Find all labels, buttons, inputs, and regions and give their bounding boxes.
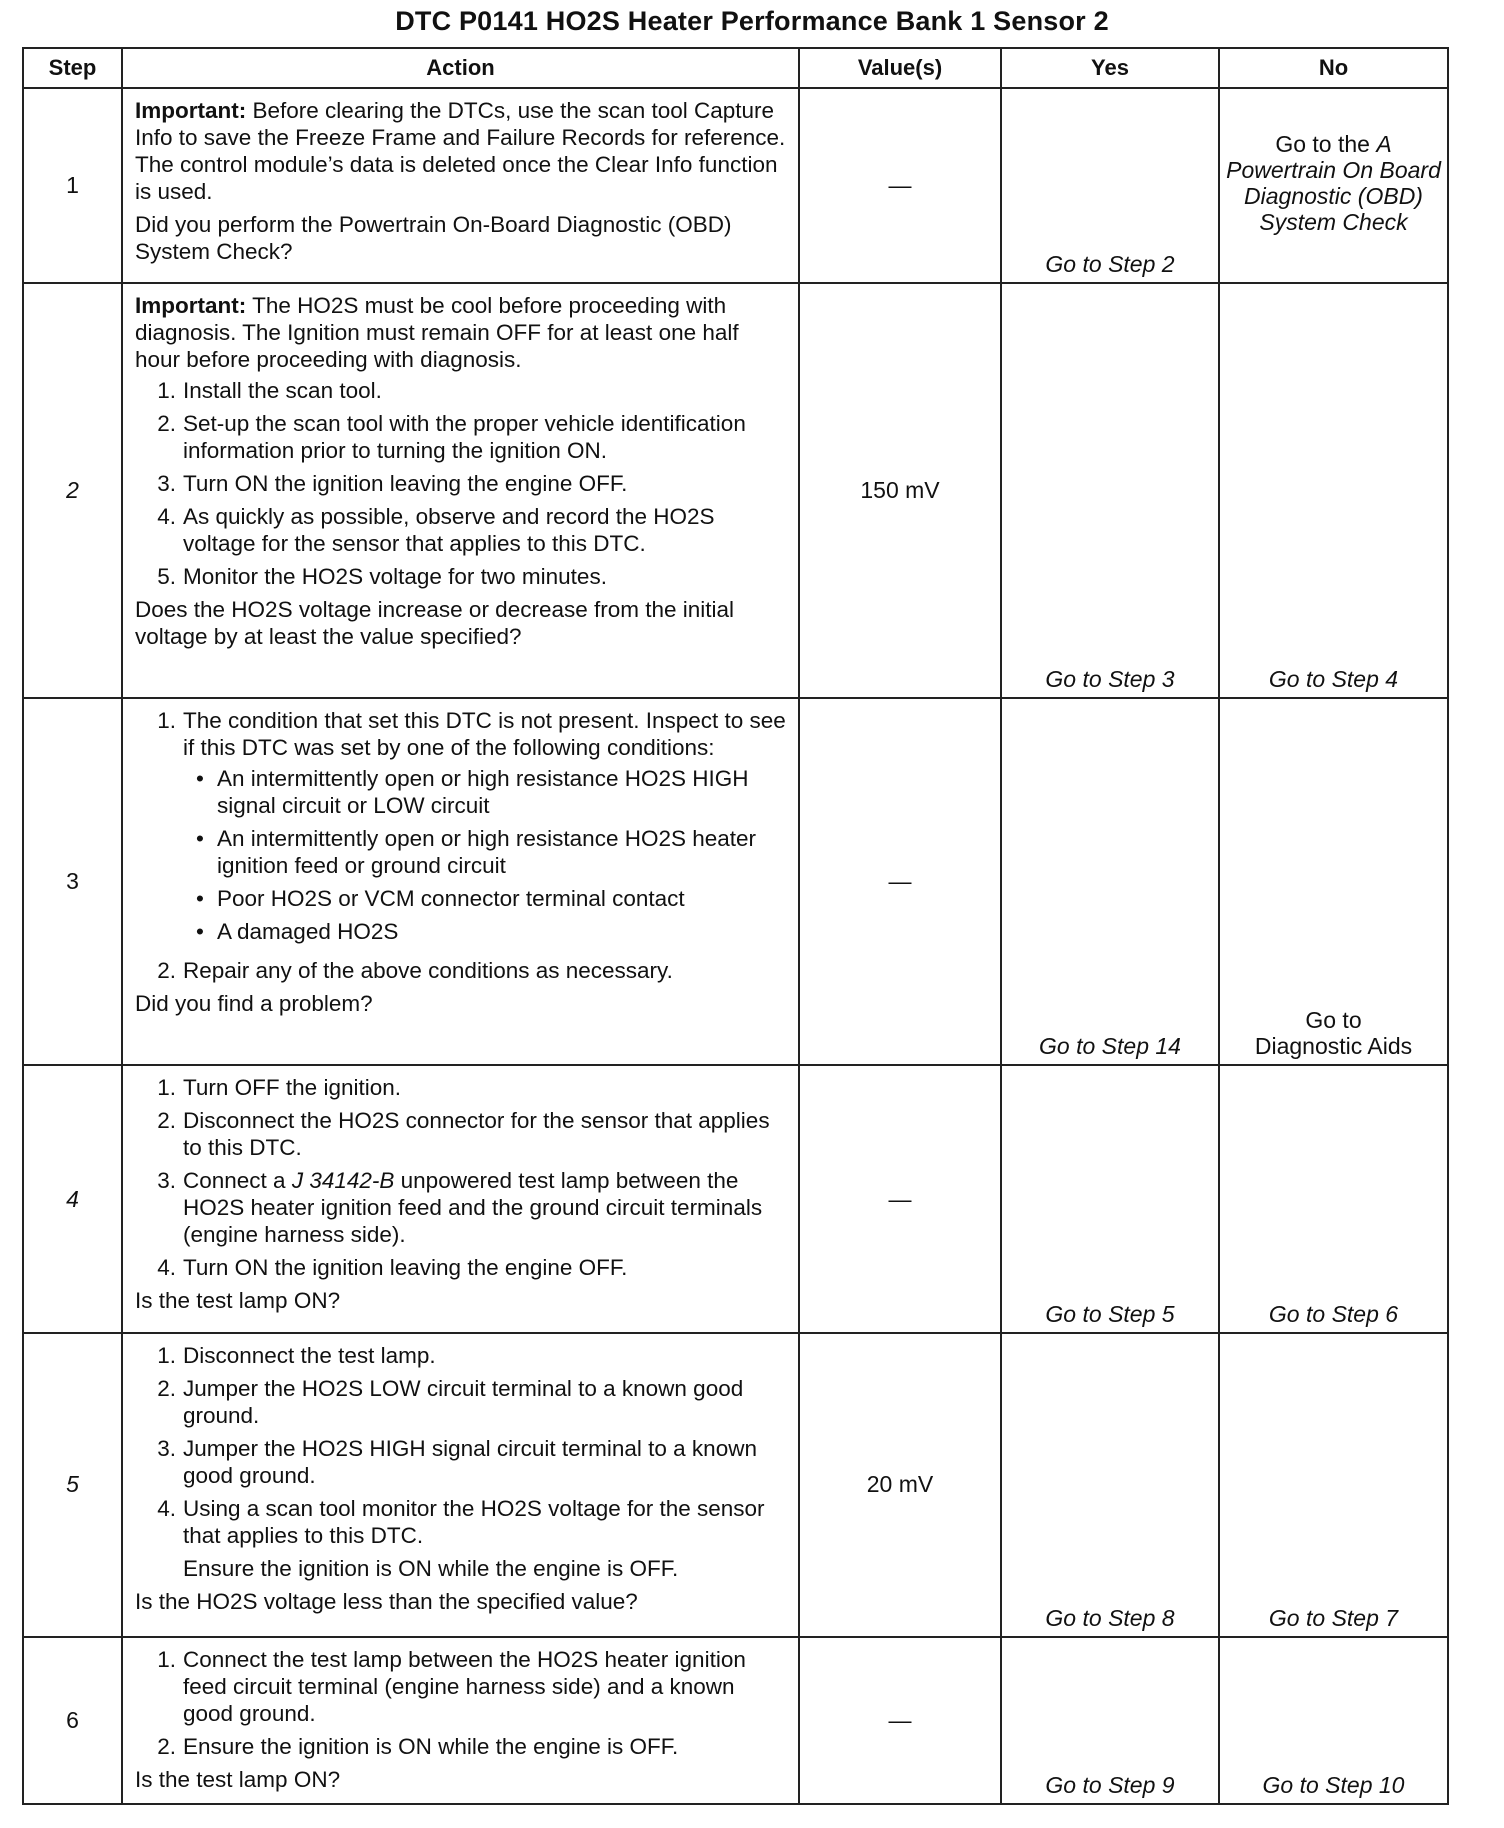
- step-number: 2: [23, 283, 122, 698]
- bullet-item: • An intermittently open or high resistance HO2S HIGH signal circuit or LOW circuit: [196, 765, 749, 818]
- question-text: Did you perform the Powertrain On-Board Diagnostic (OBD) System Check?: [135, 212, 732, 264]
- yes-link[interactable]: Go to Step 5: [1001, 1065, 1219, 1333]
- bullet-item: • An intermittently open or high resistance HO2S heater ignition feed or ground circuit: [196, 825, 757, 878]
- question-text: Is the HO2S voltage less than the specified value?: [135, 1589, 638, 1615]
- table-row: [23, 1333, 1448, 1636]
- yes-link[interactable]: Go to Step 8: [1001, 1333, 1219, 1636]
- question-text: Is the test lamp ON?: [135, 1766, 341, 1792]
- important-text: Before clearing the DTCs, use the scan tool Capture Info to save the Freeze Frame and Failure Records for reference. The control module’s data is deleted once the Clear Info function is used.: [135, 98, 786, 204]
- tool-number: J 34142-B: [291, 1167, 395, 1193]
- no-prefix: Go to the: [1275, 130, 1377, 157]
- step-number: 5: [23, 1333, 122, 1636]
- diagnostic-table: [22, 47, 1449, 1805]
- condition-bullets: [183, 765, 788, 945]
- no-link[interactable]: Go to Step 6: [1219, 1065, 1448, 1333]
- important-note: [135, 292, 788, 373]
- important-label: Important:: [135, 292, 247, 318]
- no-line-2: Diagnostic Aids: [1254, 1032, 1413, 1059]
- list-item: 4. As quickly as possible, observe and record the HO2S voltage for the sensor that applies to this DTC.: [157, 503, 715, 556]
- action-cell: [122, 283, 799, 698]
- table-row: [23, 88, 1448, 283]
- action-cell: [122, 1333, 799, 1636]
- table-row: [23, 283, 1448, 698]
- no-link[interactable]: Go to Step 4: [1219, 283, 1448, 698]
- no-link[interactable]: [1219, 698, 1448, 1065]
- instruction-list: [135, 1646, 788, 1760]
- header-yes: Yes: [1001, 48, 1219, 88]
- list-item: 5. Monitor the HO2S voltage for two minutes.: [157, 563, 607, 589]
- no-link[interactable]: Go to Step 7: [1219, 1333, 1448, 1636]
- list-item: 2. Repair any of the above conditions as necessary.: [157, 957, 673, 983]
- important-text: The HO2S must be cool before proceeding with diagnosis. The Ignition must remain OFF for at least one half hour before proceeding with diagnosis.: [135, 292, 739, 372]
- note-text: Ensure the ignition is ON while the engine is OFF.: [183, 1556, 679, 1582]
- table-row: [23, 1065, 1448, 1333]
- instruction-list: [135, 1074, 788, 1281]
- yes-link[interactable]: Go to Step 3: [1001, 283, 1219, 698]
- important-note: [135, 97, 788, 205]
- table-row: [23, 1637, 1448, 1804]
- header-no: No: [1219, 48, 1448, 88]
- action-cell: [122, 698, 799, 1065]
- value-text: —: [888, 171, 912, 198]
- bullet-item: • A damaged HO2S: [196, 918, 399, 944]
- bullet-item: • Poor HO2S or VCM connector terminal contact: [196, 885, 685, 911]
- header-values: Value(s): [799, 48, 1001, 88]
- list-item: 4. Turn ON the ignition leaving the engine OFF.: [157, 1254, 628, 1280]
- header-action: Action: [122, 48, 799, 88]
- step-number: 1: [23, 88, 122, 283]
- list-item: 1. Turn OFF the ignition.: [157, 1074, 402, 1100]
- list-item: 2. Disconnect the HO2S connector for the sensor that applies to this DTC.: [157, 1107, 770, 1160]
- no-line-1: Go to: [1305, 1006, 1362, 1033]
- yes-link[interactable]: Go to Step 14: [1001, 698, 1219, 1065]
- list-item: 2. Ensure the ignition is ON while the engine is OFF.: [157, 1733, 679, 1759]
- value-text: —: [799, 698, 1001, 1065]
- yes-link[interactable]: Go to Step 9: [1001, 1637, 1219, 1804]
- action-cell: [122, 1065, 799, 1333]
- no-link[interactable]: Go to Step 10: [1219, 1637, 1448, 1804]
- table-header-row: [23, 48, 1448, 88]
- list-item: 1. Connect the test lamp between the HO2S heater ignition feed circuit terminal (engine harness side) and a known good ground.: [157, 1646, 746, 1726]
- value-cell: [799, 88, 1001, 283]
- value-text: 150 mV: [799, 283, 1001, 698]
- list-item: 3. Connect a J 34142-B unpowered test lamp between the HO2S heater ignition feed and the ground circuit terminals (engine harness side).: [157, 1167, 763, 1247]
- list-item: 1. Install the scan tool.: [157, 377, 382, 403]
- table-row: [23, 698, 1448, 1065]
- no-italic-target: A Powertrain On Board Diagnostic (OBD) System Check: [1226, 130, 1441, 235]
- question-text: Did you find a problem?: [135, 990, 373, 1016]
- no-link[interactable]: [1219, 88, 1448, 283]
- action-cell: [122, 1637, 799, 1804]
- step-number: 6: [23, 1637, 122, 1804]
- list-item: 1. Disconnect the test lamp.: [157, 1343, 436, 1369]
- question-text: Is the test lamp ON?: [135, 1287, 341, 1313]
- instruction-list: [135, 1342, 788, 1582]
- important-label: Important:: [135, 98, 247, 123]
- list-item: 1. The condition that set this DTC is not present. Inspect to see if this DTC was set by one of the following conditions: • An intermittently open or high resistance HO2S HIGH signal circuit or LOW circuit • An intermittently open or high resistance HO2S heater ignition feed or ground circuit • Poor HO2S or VCM connector terminal contact • A damaged HO2S: [135, 707, 788, 951]
- list-item: 2. Jumper the HO2S LOW circuit terminal to a known good ground.: [157, 1376, 744, 1429]
- list-item: 4. Using a scan tool monitor the HO2S voltage for the sensor that applies to this DTC. Ensure the ignition is ON while the engine is OFF.: [135, 1495, 788, 1582]
- value-text: —: [799, 1637, 1001, 1804]
- question-text: Does the HO2S voltage increase or decrease from the initial voltage by at least the value specified?: [135, 596, 735, 649]
- list-item: 3. Turn ON the ignition leaving the engine OFF.: [157, 470, 628, 496]
- value-text: —: [799, 1065, 1001, 1333]
- instruction-list: [135, 707, 788, 984]
- instruction-list: [135, 377, 788, 590]
- list-item: 3. Jumper the HO2S HIGH signal circuit terminal to a known good ground.: [157, 1436, 757, 1489]
- page-title: DTC P0141 HO2S Heater Performance Bank 1 Sensor 2: [395, 6, 1109, 36]
- list-item: 2. Set-up the scan tool with the proper vehicle identification information prior to turning the ignition ON.: [157, 410, 746, 463]
- yes-link[interactable]: Go to Step 2: [1001, 88, 1219, 283]
- value-text: 20 mV: [799, 1333, 1001, 1636]
- step-number: 3: [23, 698, 122, 1065]
- step-number: 4: [23, 1065, 122, 1333]
- action-cell: [122, 88, 799, 283]
- header-step: Step: [23, 48, 122, 88]
